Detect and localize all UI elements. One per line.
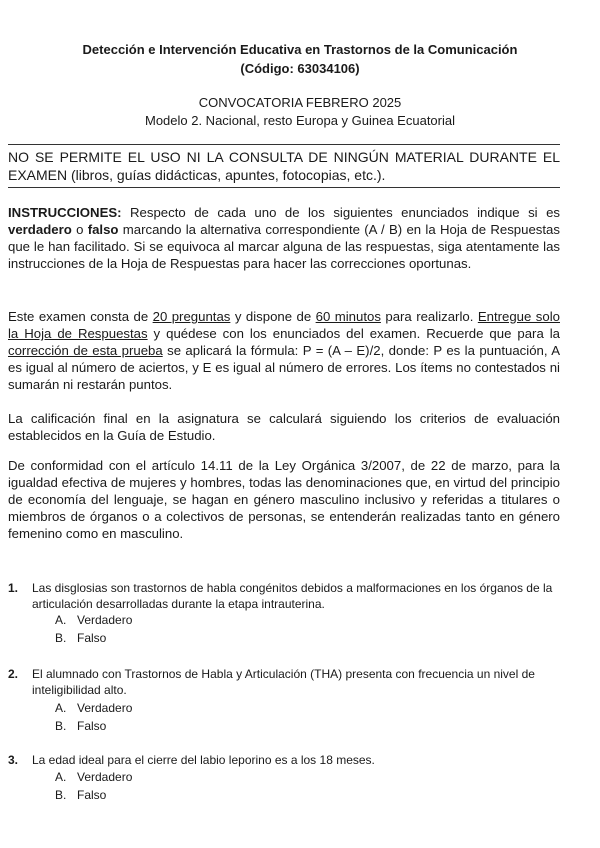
instructions-label: INSTRUCCIONES: [8, 205, 122, 220]
question-3 [8, 752, 560, 768]
course-title: Detección e Intervención Educativa en Trastornos de la Comunicación [82, 42, 518, 57]
divider-bottom [8, 187, 560, 188]
question-2-option-a: A. Verdadero [55, 701, 133, 715]
no-material-warning: NO SE PERMITE EL USO NI LA CONSULTA DE NINGÚN MATERIAL DURANTE EL EXAMEN (libros, guías didácticas, apuntes, fotocopias, etc.). [8, 149, 560, 183]
question-2-option-b: B. Falso [55, 719, 107, 733]
question-number: 1. [8, 581, 19, 595]
question-text: Las disglosias son trastornos de habla congénitos debidos a malformaciones en los órganos de la articulación desarrolladas durante la etapa intrauterina. [32, 581, 553, 611]
question-1 [8, 580, 560, 612]
question-2 [8, 666, 560, 698]
question-3-option-a: A. Verdadero [55, 770, 133, 784]
convocatoria: CONVOCATORIA FEBRERO 2025 [198, 95, 402, 110]
question-1-option-b: B. Falso [55, 631, 107, 645]
modelo: Modelo 2. Nacional, resto Europa y Guinea Ecuatorial [144, 113, 455, 128]
course-code: (Código: 63034106) [240, 61, 360, 76]
instructions-paragraph: INSTRUCCIONES: Respecto de cada uno de los siguientes enunciados indique si es verdadero o falso marcando la alternativa correspondiente (A / B) en la Hoja de Respuestas que le han facilitado. Si se equivoca al marcar alguna de las respuestas, siga atentamente las instrucciones de la Hoja de Respuestas para hacer las correcciones oportunas. [8, 205, 560, 271]
divider-top [8, 144, 560, 145]
gender-language-paragraph: De conformidad con el artículo 14.11 de la Ley Orgánica 3/2007, de 22 de marzo, para la igualdad efectiva de mujeres y hombres, todas las denominaciones que, en virtud del principio de economía del lenguaje, se hagan en género masculino inclusivo y referidas a titulares o miembros de órganos o a colectivos de personas, se entenderán realizadas tanto en género femenino como en masculino. [8, 458, 560, 541]
question-number: 3. [8, 753, 19, 767]
question-number: 2. [8, 667, 19, 681]
exam-structure-paragraph: Este examen consta de 20 preguntas y dispone de 60 minutos para realizarlo. Entregue solo la Hoja de Respuestas y quédese con los enunciados del examen. Recuerde que para la corrección de esta prueba se aplicará la fórmula: P = (A – E)/2, donde: P es la puntuación, A es igual al número de aciertos, y E es igual al número de errores. Los ítems no contestados ni sumarán ni restarán puntos. [8, 309, 561, 392]
question-1-option-a: A. Verdadero [55, 613, 133, 627]
grading-paragraph: La calificación final en la asignatura se calculará siguiendo los criterios de evaluación establecidos en la Guía de Estudio. [8, 411, 560, 443]
question-3-option-b: B. Falso [55, 788, 107, 802]
question-text: El alumnado con Trastornos de Habla y Articulación (THA) presenta con frecuencia un nivel de inteligibilidad alto. [32, 667, 535, 697]
question-text: La edad ideal para el cierre del labio leporino es a los 18 meses. [32, 753, 375, 767]
